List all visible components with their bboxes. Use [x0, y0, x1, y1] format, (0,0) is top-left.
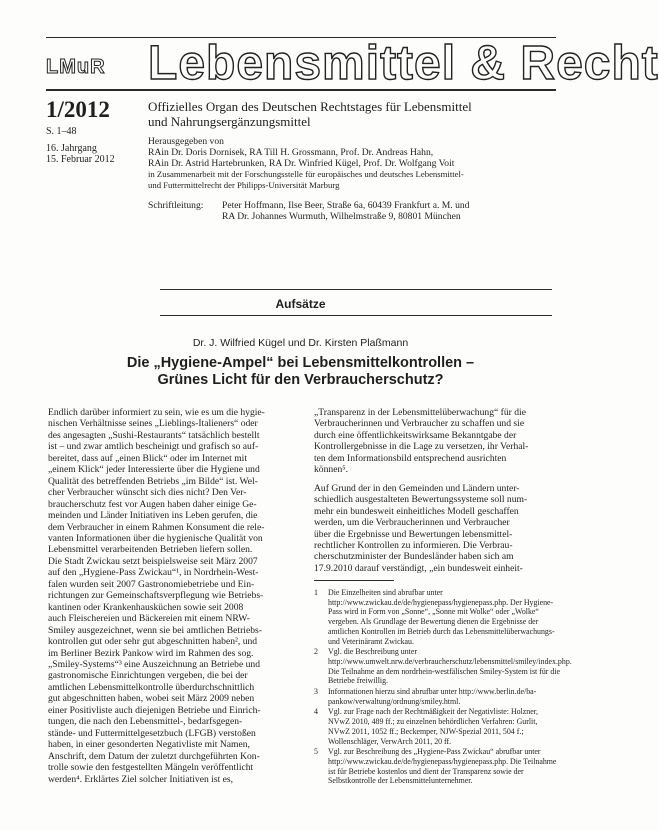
text-line: tungen, die nach den Lebensmittel-, bedarfsgegen- [48, 716, 243, 728]
text-line: auch Fleischereien und Bäckereien mit einem NRW- [48, 613, 250, 625]
journal-logo: LMuR [46, 56, 106, 78]
text-line: rechtlicher Kontrollen zu informieren. Die Verbrau- [314, 539, 513, 551]
text-line: mehr ein bundesweit einheitliches Modell geschaffen [314, 505, 519, 517]
text-line: meinden und Länder Initiativen ins Leben gerufen, die [48, 510, 258, 522]
footnote-text: Vgl. zur Beschreibung des „Hygiene-Pass Zwickau“ abrufbar unter http://www.zwickau.de/de/hygienepass/hygienepass.php. Die Teilnahme ist für Betriebe kostenlos und dient der Transparenz sowie der Selbstkontrolle der Lebensmittelunternehmer. [328, 747, 557, 786]
text-line: Auf Grund der in den Gemeinden und Ländern unter- [314, 482, 520, 494]
text-line: dem Verbraucher in einem Rahmen Konsument die rele- [48, 521, 265, 533]
text-line: können⁵. [314, 464, 348, 476]
text-line: „Transparenz in der Lebensmittelüberwachung“ für die [314, 407, 526, 418]
text-line: „einem Klick“ jeder Interessierte über die Hygiene und [48, 464, 260, 476]
text-line: ist – und zwar amtlich bescheinigt und grafisch so auf- [48, 441, 259, 453]
text-line: Lebensmittel verarbeitenden Betrieben liefern sollen. [48, 544, 253, 556]
section-rule-top [160, 289, 552, 290]
text-line: kontrollen gut oder sehr gut abgeschnitten haben², und [48, 636, 258, 648]
journal-organ [148, 100, 568, 129]
section-rule-bottom [160, 315, 552, 316]
paragraph [314, 483, 558, 575]
footnote-text: Vgl. zur Frage nach der Rechtmäßigkeit der Negativliste: Holzner, NVwZ 2010, 489 ff.; zu einzelnen behördlichen Verfahren: Gurlit, NVwZ 2011, 1052 ff.; Beckemper, NJW-Spezial 2011, 504 f.; Wollenschläger, VerwArch 2011, 20 ff. [328, 707, 539, 746]
editors-line-2: RA Dr. Johannes Wurmuth, Wilhelmstraße 9, 80801 München [222, 211, 461, 222]
text-line: cher Verbraucher wünscht sich dies nicht? Den Ver- [48, 487, 247, 499]
footnote-number: 5 [314, 747, 318, 757]
footnote-number: 4 [314, 707, 318, 717]
text-line: über die Ergebnisse und Bewertungen lebensmittel- [314, 528, 513, 540]
footnote [314, 747, 558, 786]
text-line: auf den „Hygiene-Pass Zwickau“¹, in Nordrhein-West- [48, 567, 259, 579]
text-line: des angesagten „Sushi-Restaurants“ tatsächlich bestellt [48, 429, 260, 441]
text-line: Die Stadt Zwickau setzt beispielsweise seit März 2007 [48, 555, 258, 567]
text-line: cherschutzminister der Bundesländer haben sich am [314, 551, 514, 563]
text-line: nischen Verhältnisse seines „Lieblings-Italieners“ oder [48, 418, 258, 430]
text-line: amtlichen Lebensmittelkontrolle überdurchschnittlich [48, 681, 255, 693]
issue-pages: S. 1–48 [46, 126, 77, 137]
footnote-text: Die Einzelheiten sind abrufbar unter http://www.zwickau.de/de/hygienepass/hygienepass.php. Der Hygiene-Pass wird in Form von „Sonne“, „Sonne mit Wolke“ oder „Wolke“ vergeben. Als Grundlage der Bewertung dienen die Ergebnisse der amtlichen Kontrollen im Betrieb durch das Lebensmittelüberwachungs- und Veterinäramt Zwickau. [328, 588, 555, 646]
editors-line-1: Peter Hoffmann, Ilse Beer, Straße 6a, 60439 Frankfurt a. M. und [222, 200, 470, 211]
organ-line-2: und Nahrungsergänzungsmittel [148, 113, 311, 129]
text-line: haben, in einer gesonderten Negativliste mit Namen, [48, 739, 250, 751]
text-line: trolle sowie den festgestellten Mängeln veröffentlicht [48, 762, 254, 774]
text-line: Smiley ausgezeichnet, wenn sie bei amtlichen Betriebs- [48, 624, 262, 636]
publisher-line: und Futtermittelrecht der Philipps-Universität Marburg [148, 180, 340, 190]
footnote-text: Vgl. die Beschreibung unter http://www.umwelt.nrw.de/verbraucherschutz/lebensmittel/smiley/index.php. Die Teilnahme an dem nordrhein-westfälischen Smiley-System ist für die Betriebe freiwillig. [328, 647, 572, 686]
article-body-left [48, 407, 298, 785]
paragraph [314, 407, 558, 476]
footnote-number: 1 [314, 588, 318, 597]
text-line: werden⁴. Erklärtes Ziel solcher Initiativen ist es, [48, 773, 234, 785]
text-line: gastronomische Einrichtungen vergeben, die bei der [48, 670, 248, 682]
publisher-line: in Zusammenarbeit mit der Forschungsstelle für europäisches und deutsches Lebensmittel- [148, 169, 464, 179]
text-line: falen wurden seit 2007 Gastronomiebetriebe und Ein- [48, 578, 255, 590]
text-line: 17.9.2010 darauf verständigt, „ein bundesweit einheit- [314, 562, 523, 574]
footnote-rule [314, 580, 394, 581]
section-heading: Aufsätze [275, 297, 326, 311]
footnote [314, 588, 558, 646]
publishers-label: Herausgegeben von [148, 136, 224, 147]
text-line: „Smiley-Systems“³ eine Auszeichnung an Betriebe und [48, 658, 261, 670]
text-line: stände- und Futtermittelgesetzbuch (LFGB) verstoßen [48, 727, 256, 739]
article-body-right [314, 407, 558, 574]
article-title-line-1: Die „Hygiene-Ampel“ bei Lebensmittelkontrollen – [126, 355, 475, 371]
masthead-rule [46, 89, 556, 91]
footnote-number: 3 [314, 687, 318, 697]
text-line: Verbraucherinnen und Verbraucher zu schaffen und sie [314, 418, 525, 430]
text-line: Kontrollergebnisse in die Lage zu versetzen, ihr Verhal- [314, 441, 529, 453]
issue-date: 15. Februar 2012 [46, 154, 115, 165]
footnote [314, 707, 558, 746]
footnote [314, 687, 558, 706]
text-line: richtungen zur Gemeinschaftsverpflegung wie Betriebs- [48, 590, 264, 602]
text-line: bereitet, dass auf „einen Blick“ oder im Internet mit [48, 452, 247, 464]
issue-volume: 16. Jahrgang [46, 143, 97, 154]
text-line: kantinen oder Krankenhausküchen sowie seit 2008 [48, 601, 244, 613]
text-line: im Berliner Bezirk Pankow wird im Rahmen des sog. [48, 647, 254, 659]
journal-masthead: Lebensmittel & Recht [148, 37, 659, 90]
text-line: schiedlich ausgestalteten Bewertungssysteme soll num- [314, 494, 528, 506]
text-line: vanten Informationen über die hygienische Qualität von [48, 532, 263, 544]
article-title-line-2: Grünes Licht für den Verbraucherschutz? [157, 372, 444, 388]
publisher-line: RAin Dr. Doris Dornisek, RA Till H. Grossmann, Prof. Dr. Andreas Hahn, [148, 147, 434, 158]
footnotes [314, 588, 572, 787]
footnote-number: 2 [314, 647, 318, 657]
issue-number: 1/2012 [46, 97, 110, 122]
footnote-text: Informationen hierzu sind abrufbar unter http://www.berlin.de/ba-pankow/verwaltung/ordnung/smiley.html. [328, 687, 537, 706]
text-line: ten dem Informationsbild entsprechend ausrichten [314, 452, 507, 464]
text-line: werden, um die Verbraucherinnen und Verbraucher [314, 517, 510, 529]
text-line: einer Positivliste auch diejenigen Betriebe und Einrich- [48, 704, 261, 716]
text-line: braucherschutz fest vor Augen haben daher einige Ge- [48, 498, 257, 510]
text-line: Qualität des betreffenden Betriebs „im Bilde“ ist. Wel- [48, 475, 258, 487]
article-authors: Dr. J. Wilfried Kügel und Dr. Kirsten Plaßmann [192, 337, 409, 349]
text-line: Endlich darüber informiert zu sein, wie es um die hygie- [48, 407, 265, 418]
text-line: durch eine öffentlichkeitswirksame Bekanntgabe der [314, 429, 517, 441]
publisher-line: RAin Dr. Astrid Hartebrunken, RA Dr. Winfried Kügel, Prof. Dr. Wolfgang Voit [148, 158, 455, 169]
organ-line-1: Offizielles Organ des Deutschen Rechtstages für Lebensmittel [148, 99, 472, 114]
editors-label: Schriftleitung: [148, 200, 204, 211]
text-line: Anschrift, dem Datum der zuletzt durchgeführten Kon- [48, 750, 260, 762]
footnote [314, 647, 572, 686]
text-line: gut abgeschnitten haben, wobei seit März 2009 neben [48, 693, 255, 705]
